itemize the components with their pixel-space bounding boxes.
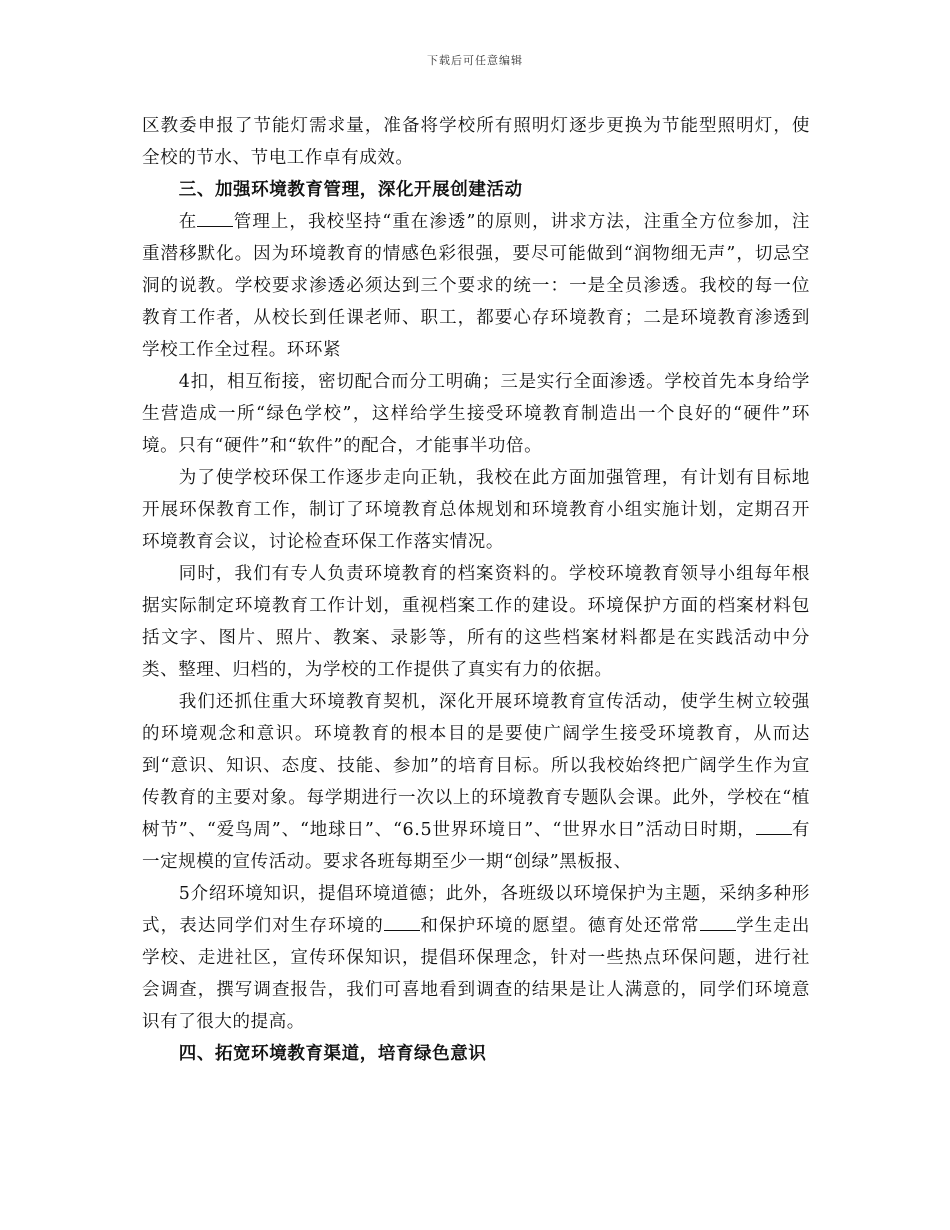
document-body: [142, 110, 810, 1070]
paragraph-management: [142, 206, 810, 366]
paragraph-publicity: [142, 686, 810, 878]
blank-underline: [756, 818, 792, 835]
text-segment: 学生走出学校、走进社区，宣传环保知识，提倡环保理念，针对一些热点环保问题，进行社会调查，撰写调查报告，我们可喜地看到调查的结果是让人满意的，同学们环境意识有了很大的提高。: [142, 916, 810, 1032]
paragraph-activities: [142, 878, 810, 1038]
text-segment: 管理上，我校坚持“重在渗透”的原则，讲求方法，注重全方位参加，注重潜移默化。因为环境教育的情感色彩很强，要尽可能做到“润物细无声”，切忌空洞的说教。学校要求渗透必须达到三个要求的统一：一是全员渗透。我校的每一位教育工作者，从校长到任课老师、职工，都要心存环境教育；二是环境教育渗透到学校工作全过程。环环紧: [142, 212, 810, 360]
blank-underline: [700, 914, 736, 931]
section-heading-3: 三、加强环境教育管理，深化开展创建活动: [178, 180, 523, 200]
section-heading-4: 四、拓宽环境教育渠道，培育绿色意识: [178, 1044, 487, 1064]
paragraph-continuation: 区教委申报了节能灯需求量，准备将学校所有照明灯逐步更换为节能型照明灯，使全校的节水、节电工作卓有成效。: [142, 116, 810, 168]
blank-underline: [384, 914, 420, 931]
text-segment: 我们还抓住重大环境教育契机，深化开展环境教育宣传活动，使学生树立较强的环境观念和意识。环境教育的根本目的是要使广阔学生接受环境教育，从而达到“意识、知识、态度、技能、参加”的培育目标。所以我校始终把广阔学生作为宣传教育的主要对象。每学期进行一次以上的环境教育专题队会课。此外，学校在“植树节”、“爱鸟周”、“地球日”、“6.5世界环境日”、“世界水日”活动日时期，: [142, 692, 810, 840]
text-segment: 有一定规模的宣传活动。要求各班每期至少一期“创绿”黑板报、: [142, 820, 811, 872]
text-segment: 5介绍环境知识，提倡环境道德；此外，各班级以环境保护为主题，采纳多种形式，表达同学们对生存环境的: [142, 884, 810, 936]
blank-underline: [197, 210, 233, 227]
text-segment: 和保护环境的愿望。德育处还常常: [419, 916, 700, 936]
paragraph-planning: 为了使学校环保工作逐步走向正轨，我校在此方面加强管理，有计划有目标地开展环保教育工作，制订了环境教育总体规划和环境教育小组实施计划，定期召开环境教育会议，讨论检查环保工作落实情况。: [142, 468, 810, 552]
paragraph-archives: 同时，我们有专人负责环境教育的档案资料的。学校环境教育领导小组每年根据实际制定环境教育工作计划，重视档案工作的建设。环境保护方面的档案材料包括文字、图片、照片、教案、录影等，所有的这些档案材料都是在实践活动中分类、整理、归档的，为学校的工作提供了真实有力的依据。: [142, 564, 810, 680]
paragraph-hardware: 4扣，相互衔接，密切配合而分工明确；三是实行全面渗透。学校首先本身给学生营造成一所“绿色学校”，这样给学生接受环境教育制造出一个良好的“硬件”环境。只有“硬件”和“软件”的配合，才能事半功倍。: [142, 372, 810, 456]
text-segment: 在: [178, 212, 198, 232]
page-header: 下载后可任意编辑: [427, 54, 523, 67]
